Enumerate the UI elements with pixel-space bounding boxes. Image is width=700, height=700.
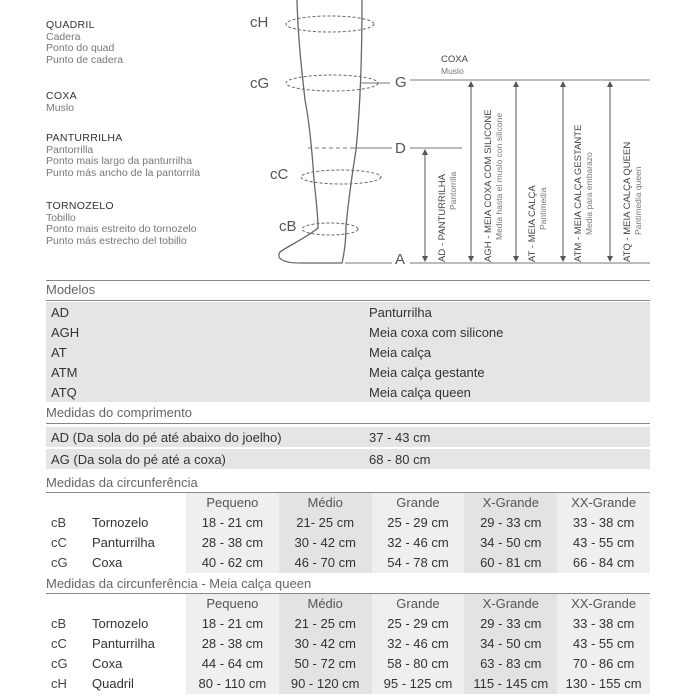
models-row <box>46 362 650 382</box>
model-code: AD <box>51 305 70 320</box>
size-value: 54 - 78 cm <box>372 553 465 573</box>
size-header-row <box>46 493 650 513</box>
size-header: X-Grande <box>464 594 557 614</box>
arrow-sub-atm: Media para embarazo <box>584 152 594 235</box>
arrow-sub-ad: Pantorrilla <box>448 171 458 210</box>
size-value: 33 - 38 cm <box>557 513 650 533</box>
size-header: Pequeno <box>186 594 279 614</box>
size-value: 80 - 110 cm <box>186 674 279 694</box>
size-header-row <box>46 594 650 614</box>
level-D: D <box>395 140 406 157</box>
size-value: 43 - 55 cm <box>557 634 650 654</box>
model-code: AGH <box>51 325 80 340</box>
coxa-title: COXA <box>441 54 468 65</box>
legend-sub: Punto más ancho de la pantorrila <box>46 166 201 179</box>
point-cC: cC <box>270 166 289 183</box>
length-row <box>46 449 650 469</box>
divider <box>46 280 650 281</box>
legend-sub: Pantorrilla <box>46 143 94 156</box>
table-row <box>46 513 650 533</box>
model-name: Meia calça queen <box>369 385 471 400</box>
row-code: cH <box>51 676 67 691</box>
size-value: 44 - 64 cm <box>186 654 279 674</box>
level-A: A <box>395 251 406 268</box>
point-cG: cG <box>250 75 270 92</box>
queen-title: Medidas da circunferência - Meia calça queen <box>46 576 312 591</box>
legend-sub: Tobillo <box>46 211 76 224</box>
size-value: 33 - 38 cm <box>557 614 650 634</box>
table-row <box>46 674 650 694</box>
arrow-sub-at: Pantimedia <box>538 187 548 230</box>
size-value: 60 - 81 cm <box>464 553 557 573</box>
length-title: Medidas do comprimento <box>46 405 192 420</box>
legend-title: PANTURRILHA <box>46 132 123 144</box>
arrow-label-agh: AGH - MEIA COXA COM SILICONE <box>483 109 494 262</box>
row-name: Quadril <box>92 676 134 691</box>
size-value: 58 - 80 cm <box>372 654 465 674</box>
size-value: 115 - 145 cm <box>464 674 557 694</box>
row-name: Coxa <box>92 555 123 570</box>
row-name: Panturrilha <box>92 636 155 651</box>
level-G: G <box>395 74 407 91</box>
size-value: 34 - 50 cm <box>464 533 557 553</box>
models-row <box>46 322 650 342</box>
models-title: Modelos <box>46 282 96 297</box>
legend-sub: Ponto mais estreito do tornozelo <box>46 223 197 236</box>
size-value: 63 - 83 cm <box>464 654 557 674</box>
length-row <box>46 427 650 447</box>
size-value: 66 - 84 cm <box>557 553 650 573</box>
size-value: 18 - 21 cm <box>186 614 279 634</box>
row-name: Tornozelo <box>92 616 149 631</box>
size-value: 95 - 125 cm <box>372 674 465 694</box>
length-label: AD (Da sola do pé até abaixo do joelho) <box>51 430 282 445</box>
cC-ring <box>301 170 381 184</box>
models-row <box>46 302 650 322</box>
arrow-label-atq: ATQ - MEIA CALÇA QUEEN <box>622 141 633 262</box>
size-value: 28 - 38 cm <box>186 634 279 654</box>
size-value: 21- 25 cm <box>279 513 372 533</box>
table-row <box>46 654 650 674</box>
legend-sub: Punto más estrecho del tobillo <box>46 234 187 247</box>
row-name: Tornozelo <box>92 515 149 530</box>
size-value: 29 - 33 cm <box>464 513 557 533</box>
size-header: Grande <box>372 594 465 614</box>
size-value: 40 - 62 cm <box>186 553 279 573</box>
size-header: Médio <box>279 493 372 513</box>
point-cB: cB <box>279 218 297 235</box>
legend-title: COXA <box>46 90 77 102</box>
row-code: cG <box>51 656 68 671</box>
model-name: Meia calça <box>369 345 432 360</box>
model-code: ATQ <box>51 385 77 400</box>
models-row <box>46 342 650 362</box>
size-header: XX-Grande <box>557 594 650 614</box>
queen-table <box>46 594 650 694</box>
size-value: 32 - 46 cm <box>372 533 465 553</box>
arrow-label-ad: AD - PANTURRILHA <box>437 174 448 262</box>
arrow-sub-atq: Pantimedia queen <box>633 166 643 235</box>
size-header: Grande <box>372 493 465 513</box>
size-value: 90 - 120 cm <box>279 674 372 694</box>
size-value: 25 - 29 cm <box>372 614 465 634</box>
length-value: 68 - 80 cm <box>369 452 431 467</box>
row-name: Panturrilha <box>92 535 155 550</box>
size-value: 130 - 155 cm <box>557 674 650 694</box>
divider <box>46 300 650 301</box>
legend-sub: Ponto mais largo da panturrilha <box>46 155 192 168</box>
size-header: Médio <box>279 594 372 614</box>
size-value: 21 - 25 cm <box>279 614 372 634</box>
cH-ring <box>286 16 374 32</box>
size-value: 43 - 55 cm <box>557 533 650 553</box>
size-value: 30 - 42 cm <box>279 634 372 654</box>
size-value: 28 - 38 cm <box>186 533 279 553</box>
size-value: 50 - 72 cm <box>279 654 372 674</box>
length-label: AG (Da sola do pé até a coxa) <box>51 452 226 467</box>
size-value: 34 - 50 cm <box>464 634 557 654</box>
table-row <box>46 634 650 654</box>
row-name: Coxa <box>92 656 123 671</box>
legend-sub: Ponto do quad <box>46 42 115 55</box>
size-value: 70 - 86 cm <box>557 654 650 674</box>
circumference-table <box>46 493 650 573</box>
legend-sub: Punto de cadera <box>46 53 124 66</box>
table-row <box>46 614 650 634</box>
size-value: 30 - 42 cm <box>279 533 372 553</box>
arrow-label-at: AT - MEIA CALÇA <box>527 185 538 262</box>
size-value: 18 - 21 cm <box>186 513 279 533</box>
row-code: cB <box>51 616 67 631</box>
size-value: 25 - 29 cm <box>372 513 465 533</box>
row-code: cG <box>51 555 68 570</box>
legend-title: TORNOZELO <box>46 200 114 212</box>
row-code: cC <box>51 636 67 651</box>
legend-sub: Cadera <box>46 30 81 43</box>
table-row <box>46 533 650 553</box>
model-name: Panturrilha <box>369 305 432 320</box>
size-header: X-Grande <box>464 493 557 513</box>
length-value: 37 - 43 cm <box>369 430 431 445</box>
row-code: cB <box>51 515 67 530</box>
model-name: Meia coxa com silicone <box>369 325 504 340</box>
model-name: Meia calça gestante <box>369 365 485 380</box>
arrow-label-atm: ATM - MEIA CALÇA GESTANTE <box>573 124 584 262</box>
size-value: 29 - 33 cm <box>464 614 557 634</box>
legend-title: QUADRIL <box>46 19 95 31</box>
leg-measurement-diagram <box>0 0 700 270</box>
size-value: 32 - 46 cm <box>372 634 465 654</box>
model-code: AT <box>51 345 67 360</box>
row-code: cC <box>51 535 67 550</box>
table-row <box>46 553 650 573</box>
model-code: ATM <box>51 365 78 380</box>
arrow-sub-agh: Media hasta el muslo con silicone <box>494 112 504 240</box>
size-header: Pequeno <box>186 493 279 513</box>
point-cH: cH <box>250 14 269 31</box>
size-value: 46 - 70 cm <box>279 553 372 573</box>
coxa-sub: Muslo <box>441 66 464 76</box>
divider <box>46 423 650 424</box>
legend-sub: Muslo <box>46 101 75 114</box>
size-header: XX-Grande <box>557 493 650 513</box>
circ-title: Medidas da circunferência <box>46 475 198 490</box>
models-row <box>46 382 650 402</box>
